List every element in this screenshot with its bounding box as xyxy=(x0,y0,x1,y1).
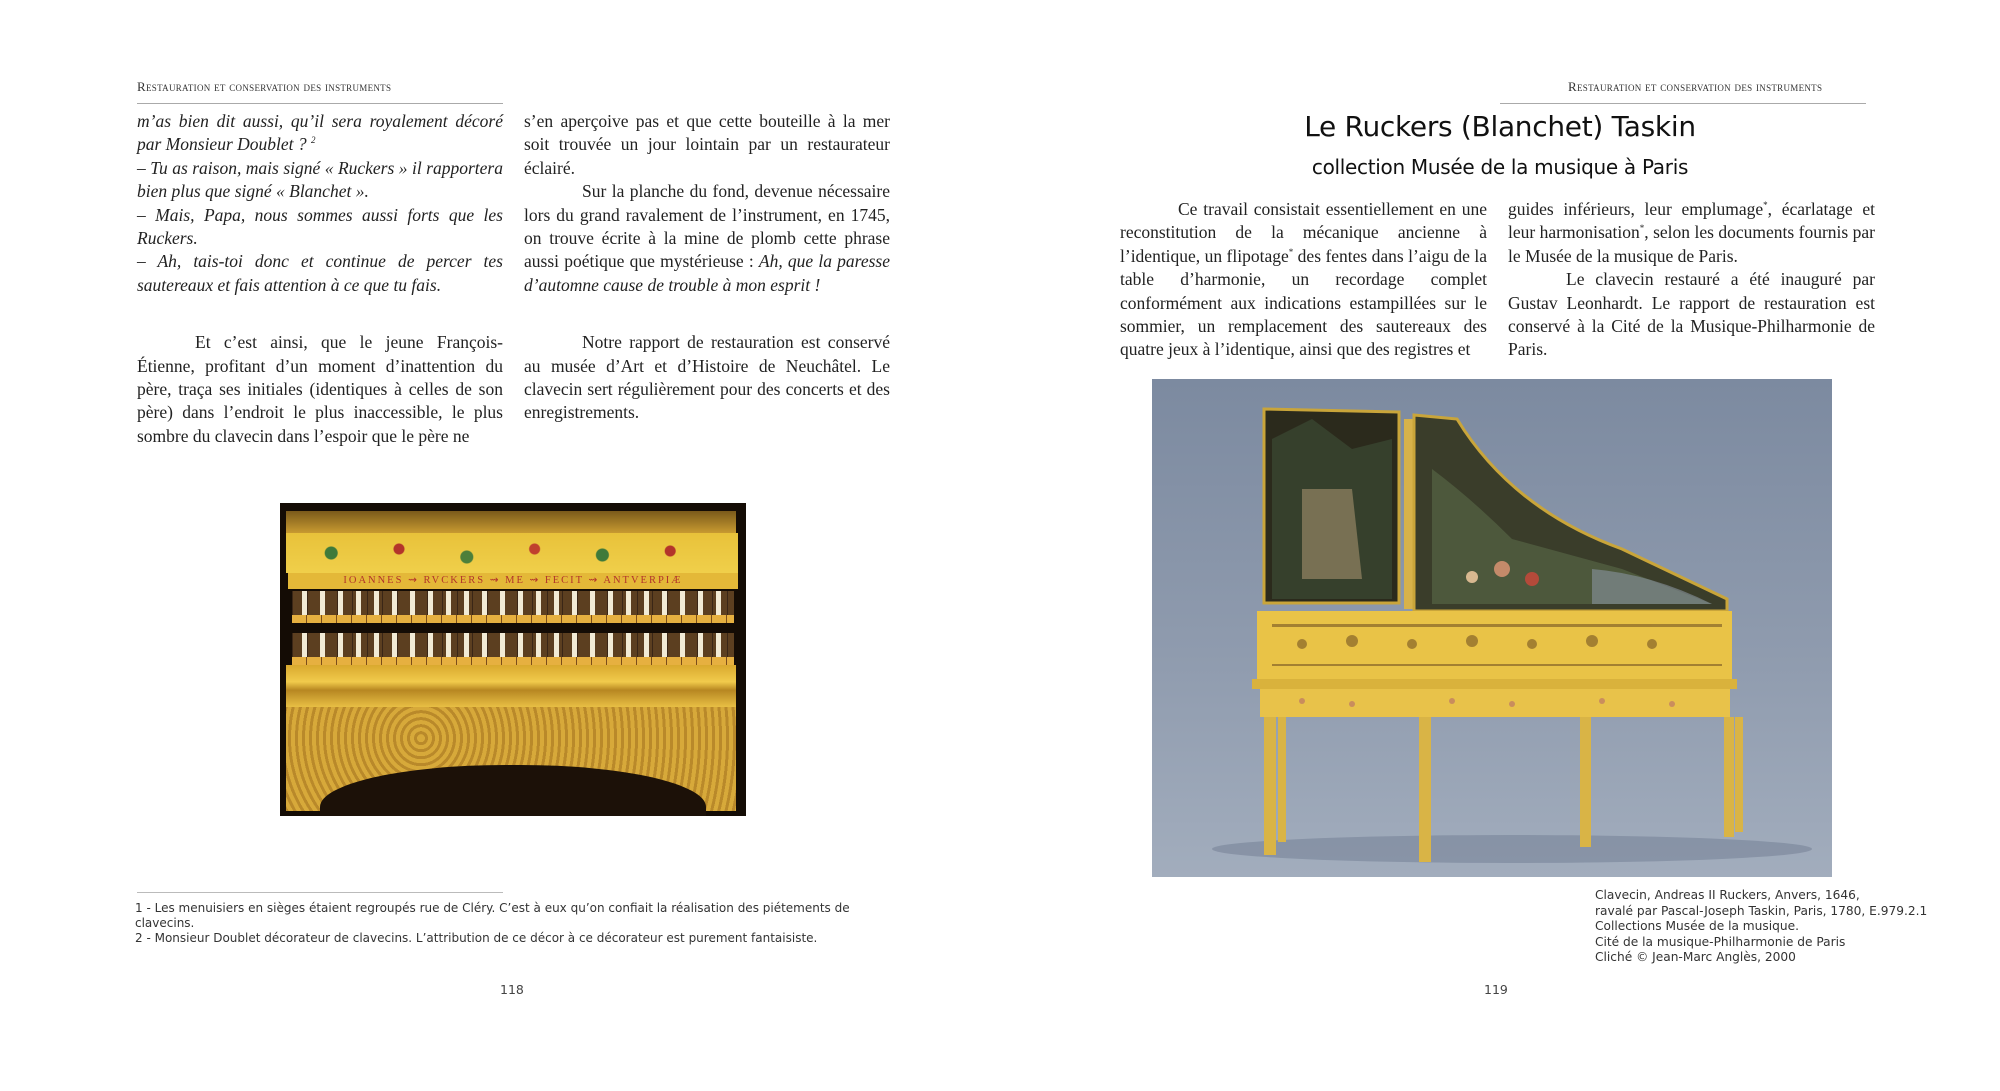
keyboard-photo xyxy=(280,503,746,816)
caption-line: Collections Musée de la musique. xyxy=(1595,919,1799,933)
caption-line: Cliché © Jean-Marc Anglès, 2000 xyxy=(1595,950,1796,964)
body-paragraph: guides inférieurs, leur emplumage*, écarlatage et leur harmonisation*, selon les documents fournis par le Musée de la musique de Paris. xyxy=(1508,199,1876,266)
dialogue-line: – Tu as raison, mais signé « Ruckers » il rapportera bien plus que signé « Blanchet ». xyxy=(137,157,503,202)
body-paragraph: Et c’est ainsi, que le jeune François-Étienne, profitant d’un moment d’inattention du père, traça ses initiales (identiques à celles de son père) dans l’endroit le plus inaccessible, le plus sombre du clavecin dans l’espoir que le père ne xyxy=(137,332,503,446)
body-paragraph: Notre rapport de restauration est conservé au musée d’Art et d’Histoire de Neuchâtel. Le clavecin sert régulièrement pour des concerts et des enregistrements. xyxy=(524,332,890,423)
upper-manual xyxy=(292,591,734,623)
quoted-phrase: Ah, que la paresse d’automne cause de trouble à mon esprit ! xyxy=(524,251,890,295)
lower-manual xyxy=(292,633,734,665)
maker-inscription: IOANNES ⇝ RVCKERS ⇝ ME ⇝ FECIT ⇝ ANTVERPIÆ xyxy=(288,573,738,589)
running-head-left: Restauration et conservation des instruments xyxy=(137,79,392,94)
running-head-right: Restauration et conservation des instruments xyxy=(1568,79,1823,94)
photo-caption xyxy=(1595,888,1927,966)
body-paragraph: s’en aperçoive pas et que cette bouteille à la mer soit trouvée un jour lointain par un restaurateur éclairé. xyxy=(524,111,890,178)
harpsichord-photo xyxy=(1152,379,1832,877)
header-rule-left xyxy=(137,103,503,104)
decorated-nameboard xyxy=(286,533,738,573)
page-number-right: 119 xyxy=(1484,982,1508,997)
footnotes xyxy=(135,901,895,946)
left-column-2 xyxy=(524,110,890,425)
glossary-mark: * xyxy=(1288,246,1294,257)
page-number-left: 118 xyxy=(500,982,524,997)
right-column-1 xyxy=(1120,198,1487,362)
glossary-mark: * xyxy=(1639,223,1645,234)
dialogue-line: m’as bien dit aussi, qu’il sera royalement décoré par Monsieur Doublet ? $^2$ xyxy=(137,111,503,155)
header-rule-right xyxy=(1500,103,1866,104)
left-column-1 xyxy=(137,110,503,448)
body-paragraph: Sur la planche du fond, devenue nécessaire lors du grand ravalement de l’instrument, en 1745, on trouve écrite à la mine de plomb cette phrase aussi poétique que mystérieuse : Ah, que la paresse d’automne cause de trouble à mon esprit ! xyxy=(524,181,890,295)
right-column-2 xyxy=(1508,198,1875,362)
caption-line: ravalé par Pascal-Joseph Taskin, Paris, 1780, E.979.2.1 xyxy=(1595,903,1928,918)
footnote-2: 2 - Monsieur Doublet décorateur de clavecins. L’attribution de ce décor à ce décorateur est purement fantaisiste. xyxy=(135,931,818,945)
article-subtitle: collection Musée de la musique à Paris xyxy=(1311,155,1689,179)
harpsichord-illustration xyxy=(1152,379,1832,877)
footnote-rule xyxy=(137,892,503,893)
caption-line: Clavecin, Andreas II Ruckers, Anvers, 1646, xyxy=(1595,888,1860,902)
footnote-ref[interactable]: 2 xyxy=(311,135,316,146)
body-paragraph: Le clavecin restauré a été inauguré par Gustav Leonhardt. Le rapport de restauration est conservé à la Cité de la Musique-Philharmonie de Paris. xyxy=(1508,269,1875,360)
dialogue-line: – Mais, Papa, nous sommes aussi forts que les Ruckers. xyxy=(137,204,503,249)
glossary-mark: * xyxy=(1763,200,1768,211)
caption-line: Cité de la musique-Philharmonie de Paris xyxy=(1595,934,1846,949)
body-paragraph: Ce travail consistait essentiellement en une reconstitution de la mécanique ancienne à l’identique, un flipotage* des fentes dans l’aigu de la table d’harmonie, un recordage complet conformément aux indications estampillées sur le sommier, un remplacement des sautereaux des quatre jeux à l’identique, ainsi que des registres et xyxy=(1120,199,1487,360)
article-title: Le Ruckers (Blanchet) Taskin xyxy=(1304,110,1696,143)
footnote-1: 1 - Les menuisiers en sièges étaient regroupés rue de Cléry. C’est à eux qu’on confiait la réalisation des piétements de clavecins. xyxy=(135,901,850,930)
dialogue-line: – Ah, tais-toi donc et continue de percer tes sautereaux et fais attention à ce que tu fais. xyxy=(137,251,503,295)
